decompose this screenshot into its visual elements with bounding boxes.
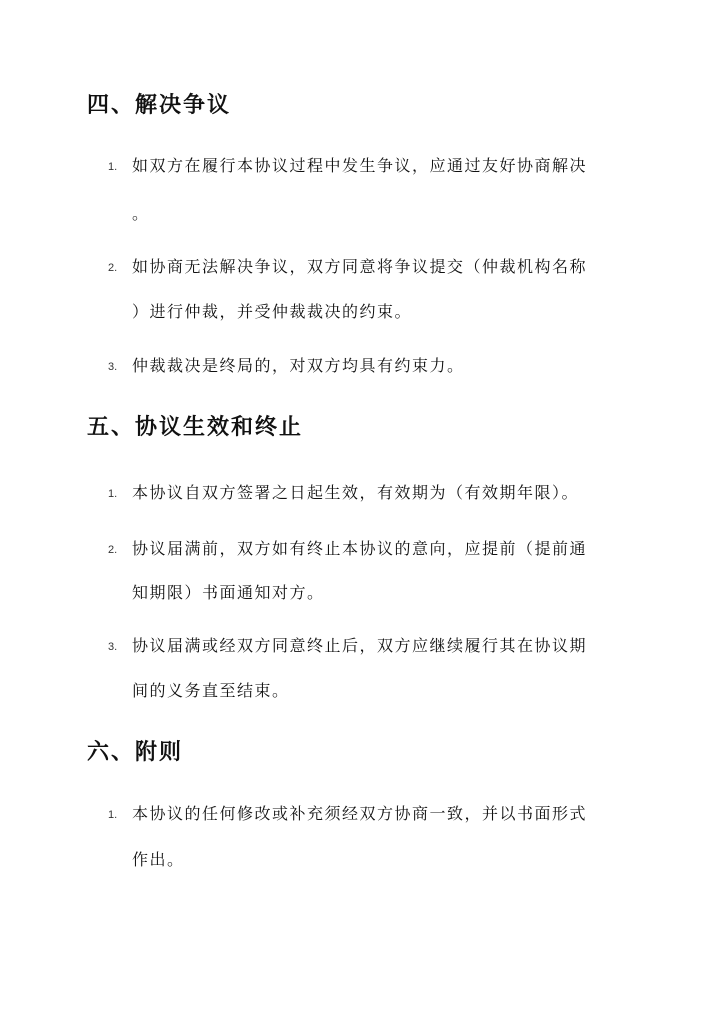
list-item-number: 3. <box>108 641 118 653</box>
section-heading: 五、协议生效和终止 <box>87 415 304 440</box>
list-item-text: ）进行仲裁，并受仲裁裁决的约束。 <box>132 302 413 321</box>
list-item-text: 本协议的任何修改或补充须经双方协商一致，并以书面形式 <box>132 804 588 823</box>
list-item-number: 1. <box>108 488 118 500</box>
list-item-text: 协议届满或经双方同意终止后，双方应继续履行其在协议期 <box>132 636 588 655</box>
list-item-text: 作出。 <box>132 850 185 869</box>
list-item-text: 如协商无法解决争议，双方同意将争议提交（仲裁机构名称 <box>132 257 588 276</box>
list-item-text: 协议届满前，双方如有终止本协议的意向，应提前（提前通 <box>132 539 588 558</box>
section-heading: 六、附则 <box>87 740 184 765</box>
list-item-text: 。 <box>132 204 150 223</box>
list-item-text: 本协议自双方签署之日起生效，有效期为（有效期年限）。 <box>132 483 580 502</box>
list-item-number: 3. <box>108 361 118 373</box>
list-item-number: 1. <box>108 809 118 821</box>
list-item-text: 仲裁裁决是终局的，对双方均具有约束力。 <box>132 356 465 375</box>
list-item-text: 间的义务直至结束。 <box>132 681 290 700</box>
list-item-text: 知期限）书面通知对方。 <box>132 583 325 602</box>
section-heading: 四、解决争议 <box>87 93 232 118</box>
list-item-text: 如双方在履行本协议过程中发生争议，应通过友好协商解决 <box>132 156 588 175</box>
list-item-number: 2. <box>108 262 118 274</box>
list-item-number: 2. <box>108 544 118 556</box>
list-item-number: 1. <box>108 161 118 173</box>
